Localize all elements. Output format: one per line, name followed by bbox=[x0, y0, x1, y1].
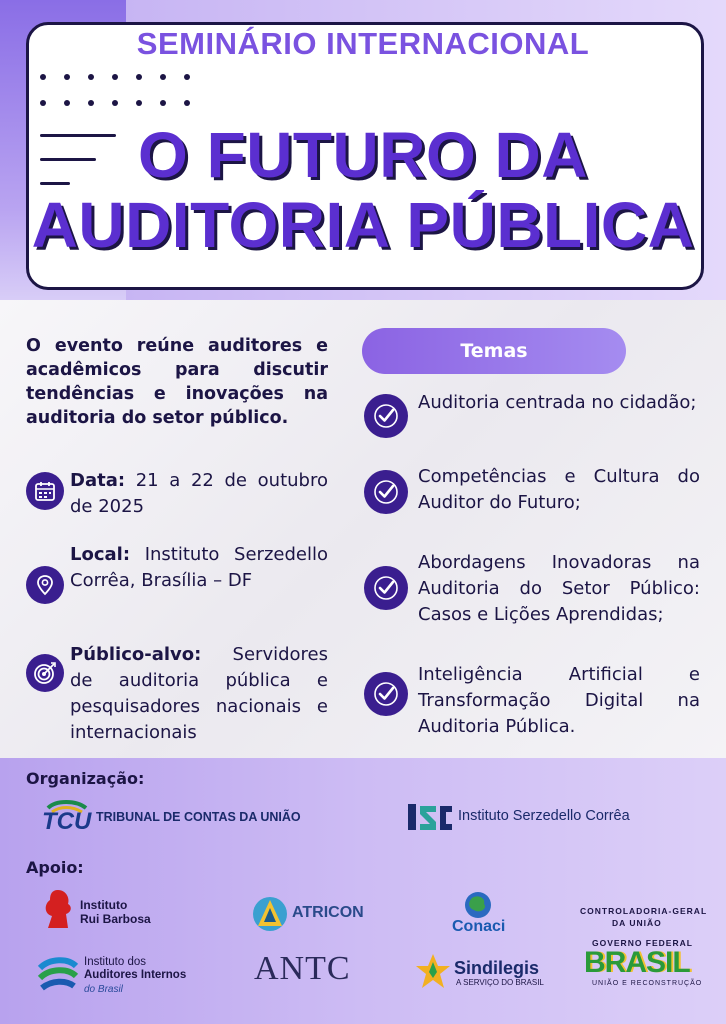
gov-line-1: GOVERNO FEDERAL bbox=[592, 938, 693, 948]
check-icon bbox=[364, 394, 408, 438]
tema-item-4: Inteligência Artificial e Transformação Digital na Auditoria Pública. bbox=[418, 664, 700, 737]
check-icon bbox=[364, 672, 408, 716]
audience-value: Servidores de auditoria pública e pesquisadores nacionais e internacionais bbox=[70, 644, 328, 743]
gov-line-2: UNIÃO E RECONSTRUÇÃO bbox=[592, 980, 703, 987]
sindilegis-name: Sindilegis bbox=[454, 958, 540, 978]
temas-pill: Temas bbox=[362, 328, 626, 374]
check-icon bbox=[364, 470, 408, 514]
event-title-line-1: O FUTURO DA bbox=[138, 119, 588, 191]
calendar-icon bbox=[26, 472, 64, 510]
local-label: Local: bbox=[70, 544, 131, 565]
apoio-label: Apoio: bbox=[26, 858, 84, 877]
location-pin-icon bbox=[26, 566, 64, 604]
audience-label: Público-alvo: bbox=[70, 644, 202, 665]
info-date bbox=[70, 468, 328, 520]
organizacao-label: Organização: bbox=[26, 769, 145, 788]
check-icon bbox=[364, 566, 408, 610]
tcu-abbr: TCU bbox=[42, 808, 92, 835]
tema-item-3: Abordagens Inovadoras na Auditoria do Setor Público: Casos e Lições Aprendidas; bbox=[418, 552, 700, 625]
conaci-name: Conaci bbox=[452, 918, 506, 935]
antc-name: ANTC bbox=[254, 950, 351, 987]
iia-line-3: do Brasil bbox=[84, 984, 123, 995]
tema-item-2: Competências e Cultura do Auditor do Futuro; bbox=[418, 466, 700, 513]
isc-name: Instituto Serzedello Corrêa bbox=[458, 808, 630, 824]
intro-text: O evento reúne auditores e acadêmicos para discutir tendências e inovações na auditoria do setor público. bbox=[26, 336, 328, 428]
event-title-line-2: AUDITORIA PÚBLICA bbox=[31, 189, 695, 261]
local-value: Instituto Serzedello Corrêa, Brasília – DF bbox=[70, 544, 328, 591]
target-icon bbox=[26, 654, 64, 692]
cgu-line-1: CONTROLADORIA-GERAL bbox=[580, 906, 708, 916]
iia-line-1: Instituto dos bbox=[84, 956, 147, 968]
atricon-name: ATRICON bbox=[292, 904, 364, 921]
info-audience bbox=[70, 642, 328, 746]
sindilegis-tagline: A SERVIÇO DO BRASIL bbox=[456, 978, 544, 987]
date-value: 21 a 22 de outubro de 2025 bbox=[70, 470, 328, 517]
date-label: Data: bbox=[70, 470, 126, 491]
info-local bbox=[70, 542, 328, 594]
tcu-name: TRIBUNAL DE CONTAS DA UNIÃO bbox=[96, 810, 301, 824]
cgu-line-2: DA UNIÃO bbox=[612, 918, 662, 928]
tema-item-1: Auditoria centrada no cidadão; bbox=[418, 392, 697, 413]
event-subtitle: SEMINÁRIO INTERNACIONAL bbox=[136, 26, 590, 61]
iia-line-2: Auditores Internos bbox=[84, 969, 187, 981]
irb-line-1: Instituto bbox=[80, 898, 128, 912]
irb-line-2: Rui Barbosa bbox=[80, 912, 151, 926]
gov-brasil: BRASIL bbox=[584, 946, 690, 979]
